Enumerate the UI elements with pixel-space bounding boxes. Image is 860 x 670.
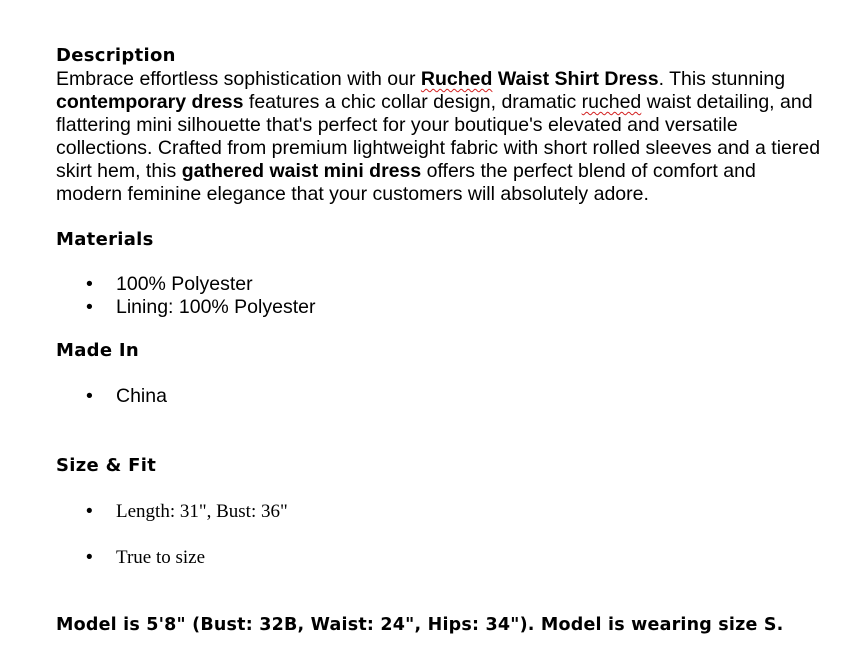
list-item: • True to size bbox=[56, 546, 826, 569]
description-text-3: features a chic collar design, dramatic bbox=[243, 91, 582, 113]
made-in-heading: Made In bbox=[56, 340, 140, 361]
description-text-4: waist detailing, and flattering mini silhouette that's perfect for your boutique's elevated and versatile collections. Crafted from premium lightweight fabric with short rolled sleeves and a tiered skirt hem, this bbox=[56, 91, 821, 182]
description-heading: Description bbox=[56, 45, 176, 66]
materials-heading: Materials bbox=[56, 229, 154, 250]
list-item: • Length: 31", Bust: 36" bbox=[56, 500, 826, 523]
description-text-5: offers the perfect blend of comfort and modern feminine elegance that your customers will absolutely adore. bbox=[56, 160, 756, 205]
keyword-gathered-waist-mini-dress: gathered waist mini dress bbox=[181, 160, 422, 182]
description-text-2: . This stunning bbox=[658, 68, 786, 90]
product-name-rest: Waist Shirt Dress bbox=[492, 68, 659, 90]
made-in-list bbox=[56, 385, 826, 408]
product-description-document bbox=[56, 44, 826, 637]
size-fit-heading: Size & Fit bbox=[56, 455, 157, 476]
materials-list bbox=[56, 273, 826, 319]
misspelled-word-ruched: ruched bbox=[581, 91, 642, 113]
list-item: • 100% Polyester bbox=[56, 273, 826, 296]
model-info: Model is 5'8" (Bust: 32B, Waist: 24", Hips: 34"). Model is wearing size S. bbox=[56, 615, 784, 635]
product-name-ruched: Ruched bbox=[420, 68, 493, 90]
size-fit-list bbox=[56, 500, 826, 569]
list-item: • China bbox=[56, 385, 826, 408]
description-paragraph bbox=[56, 68, 826, 206]
list-item: • Lining: 100% Polyester bbox=[56, 296, 826, 319]
keyword-contemporary-dress: contemporary dress bbox=[56, 91, 244, 113]
description-text-1: Embrace effortless sophistication with our bbox=[56, 68, 421, 90]
